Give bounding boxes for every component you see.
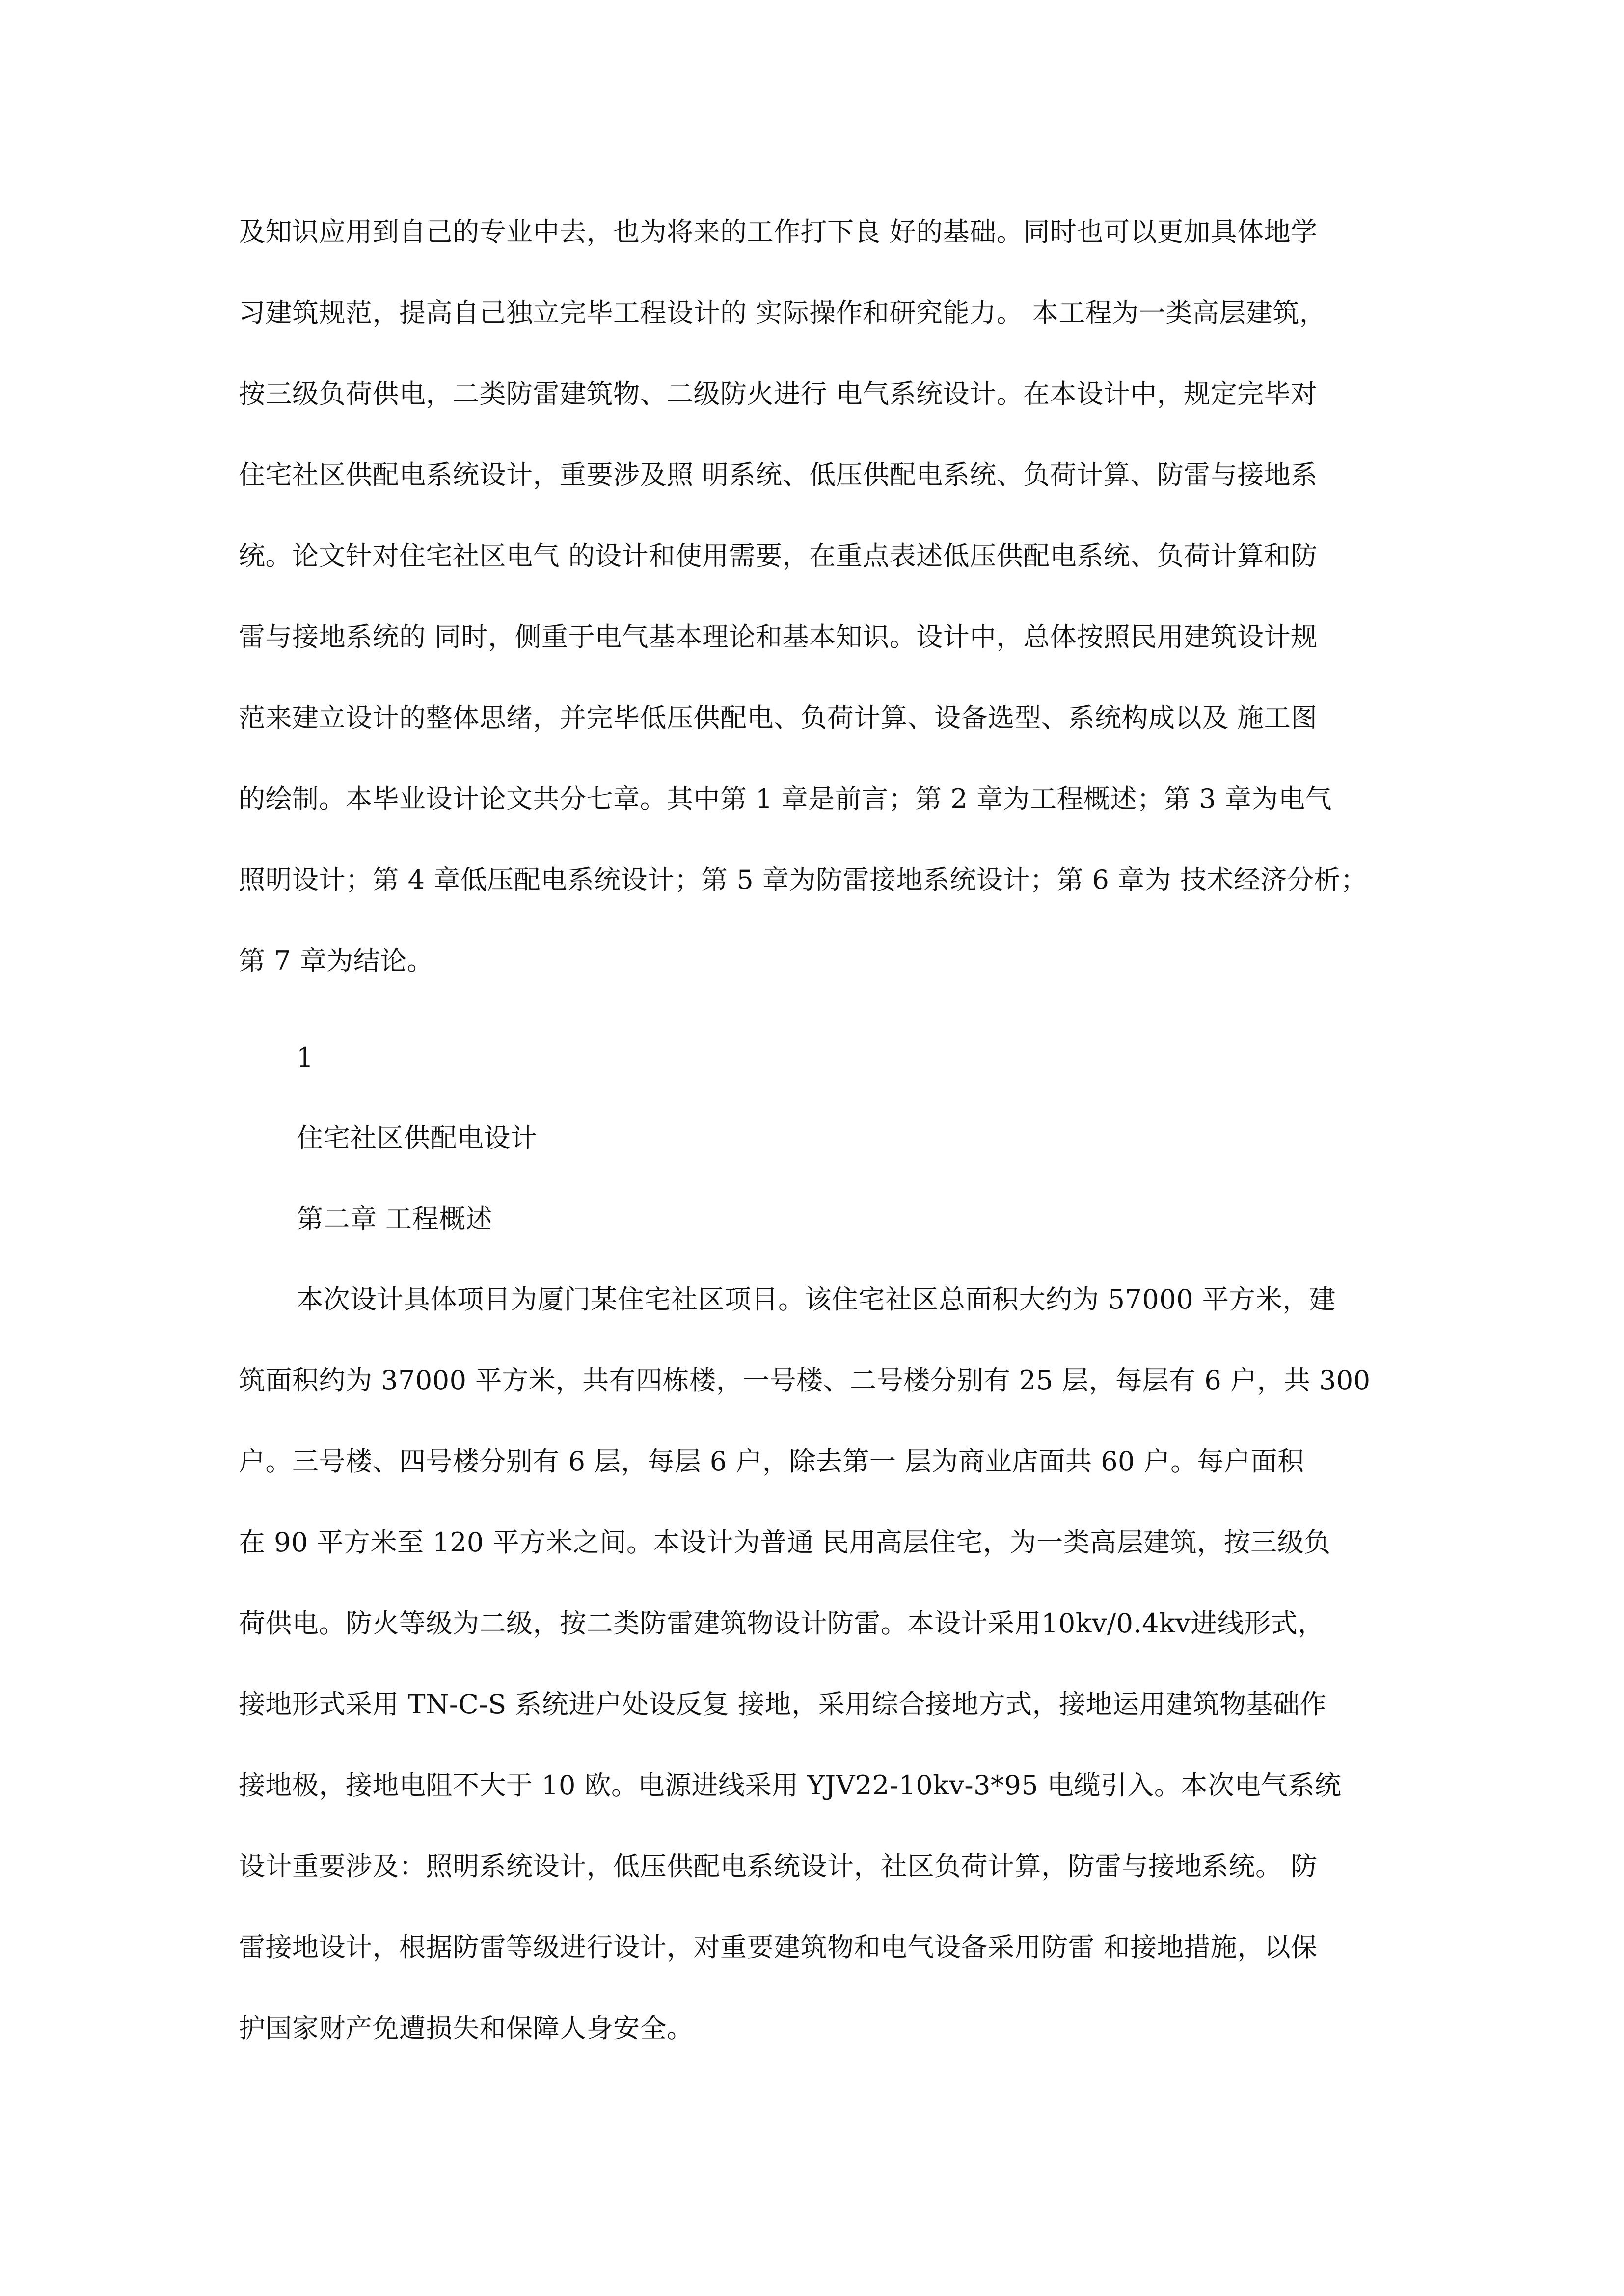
text-line: 荷供电。防火等级为二级，按二类防雷建筑物设计防雷。本设计采用10kv/0.4kv进线形式，: [239, 1608, 1325, 1639]
text-line: 护国家财产免遭损失和保障人身安全。: [239, 2013, 694, 2044]
running-title: 住宅社区供配电设计: [297, 1122, 538, 1153]
text-line: 第 7 章为结论。: [239, 945, 434, 976]
heading-block: [239, 1097, 1397, 1259]
text-line: 设计重要涉及：照明系统设计，低压供配电系统设计，社区负荷计算，防雷与接地系统。 防: [239, 1851, 1318, 1882]
page-number: 1: [297, 1042, 314, 1073]
text-line: 本次设计具体项目为厦门某住宅社区项目。该住宅社区总面积大约为 57000 平方米，建: [297, 1284, 1336, 1315]
text-line: 统。论文针对住宅社区电气 的设计和使用需要，在重点表述低压供配电系统、负荷计算和防: [239, 540, 1318, 571]
text-line: 按三级负荷供电，二类防雷建筑物、二级防火进行 电气系统设计。在本设计中，规定完毕对: [239, 378, 1318, 409]
text-line: 及知识应用到自己的专业中去，也为将来的工作打下良 好的基础。同时也可以更加具体地学: [239, 216, 1318, 247]
text-line: 习建筑规范，提高自己独立完毕工程设计的 实际操作和研究能力。 本工程为一类高层建筑，: [239, 297, 1326, 328]
text-line: 接地形式采用 TN-C-S 系统进户处设反复 接地，采用综合接地方式，接地运用建筑物基础作: [239, 1689, 1327, 1720]
text-line: 在 90 平方米至 120 平方米之间。本设计为普通 民用高层住宅，为一类高层建筑，按三级负: [239, 1527, 1331, 1558]
text-line: 住宅社区供配电系统设计，重要涉及照 明系统、低压供配电系统、负荷计算、防雷与接地系: [239, 459, 1318, 490]
intro-paragraph: [239, 191, 1397, 1001]
text-line: 接地极，接地电阻不大于 10 欧。电源进线采用 YJV22-10kv-3*95 电缆引入。本次电气系统: [239, 1770, 1342, 1801]
text-line: 雷与接地系统的 同时，侧重于电气基本理论和基本知识。设计中，总体按照民用建筑设计规: [239, 621, 1318, 652]
text-line: 范来建立设计的整体思绪，并完毕低压供配电、负荷计算、设备选型、系统构成以及 施工图: [239, 702, 1318, 733]
text-line: 户。三号楼、四号楼分别有 6 层，每层 6 户，除去第一 层为商业店面共 60 户。每户面积: [239, 1446, 1304, 1477]
chapter-title: 第二章 工程概述: [297, 1203, 493, 1234]
text-line: 的绘制。本毕业设计论文共分七章。其中第 1 章是前言；第 2 章为工程概述；第 3 章为电气: [239, 783, 1332, 814]
text-line: 照明设计；第 4 章低压配电系统设计；第 5 章为防雷接地系统设计；第 6 章为 技术经济分析；: [239, 864, 1368, 895]
text-line: 雷接地设计，根据防雷等级进行设计，对重要建筑物和电气设备采用防雷 和接地措施，以保: [239, 1932, 1318, 1963]
page-number-block: [239, 1017, 1397, 1098]
overview-paragraph: [239, 1259, 1397, 2069]
text-line: 筑面积约为 37000 平方米，共有四栋楼，一号楼、二号楼分别有 25 层，每层有 6 户，共 300: [239, 1365, 1371, 1396]
